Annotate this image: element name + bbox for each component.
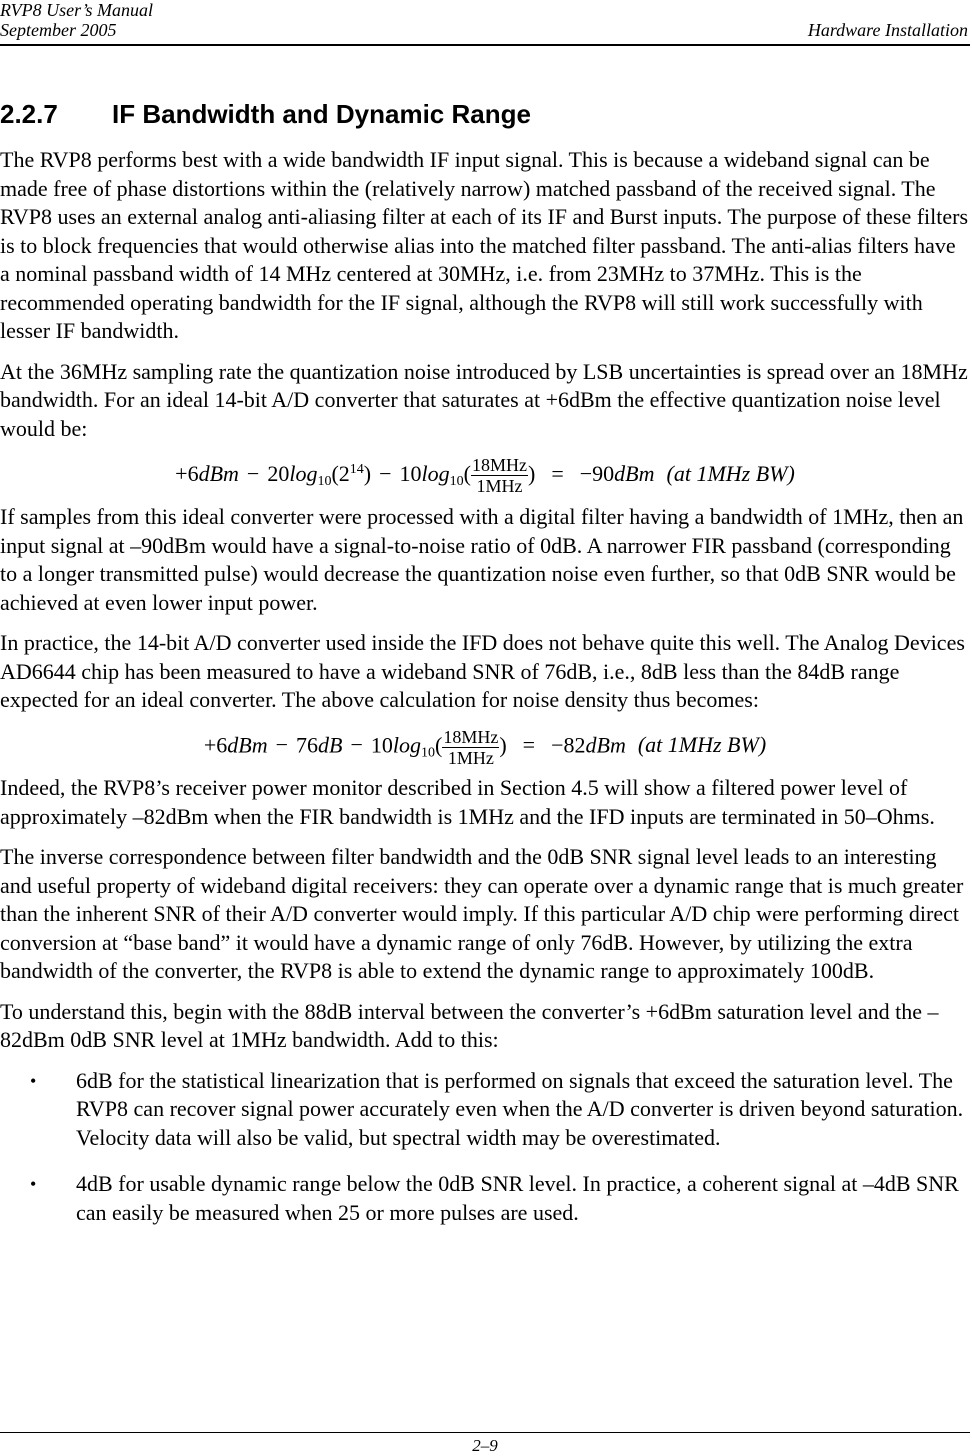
paragraph-5: Indeed, the RVP8’s receiver power monitor described in Section 4.5 will show a filtered power level of approximately –82dBm when the FIR bandwidth is 1MHz and the IFD inputs are terminated in 50–Ohms.	[0, 775, 935, 829]
document-body	[0, 146, 970, 1245]
list-item: • 6dB for the statistical linearization that is performed on signals that exceed the saturation level. The RVP8 can recover signal power accurately even when the A/D converter is driven beyond saturation. Velocity data will also be valid, but spectral width may be overestimated.	[30, 1067, 964, 1150]
header-left	[0, 0, 153, 40]
paragraph-1: The RVP8 performs best with a wide bandwidth IF input signal. This is because a wideband signal can be made free of phase distortions within the (relatively narrow) matched passband of the received signal. The RVP8 uses an external analog anti-aliasing filter at each of its IF and Burst inputs. The purpose of these filters is to block frequencies that would otherwise alias into the matched filter passband. The anti-alias filters have a nominal passband width of 14 MHz centered at 30MHz, i.e. from 23MHz to 37MHz. This is the recommended operating bandwidth for the IF signal, although the RVP8 will still work successfully with lesser IF bandwidth.	[0, 147, 969, 343]
document-date: September 2005	[0, 20, 117, 40]
paragraph-7: To understand this, begin with the 88dB interval between the converter’s +6dBm saturation level and the –82dBm 0dB SNR level at 1MHz bandwidth. Add to this:	[0, 998, 939, 1053]
page-number: 2–9	[472, 1436, 498, 1455]
paragraph-2: At the 36MHz sampling rate the quantization noise introduced by LSB uncertainties is spread over an 18MHz bandwidth. For an ideal 14-bit A/D converter that saturates at +6dBm the effective quantization noise level would be:	[0, 358, 968, 441]
bullet-icon: •	[30, 1070, 37, 1091]
section-heading	[0, 96, 531, 132]
bullet-icon: •	[30, 1174, 37, 1195]
list-item: • 4dB for usable dynamic range below the 0dB SNR level. In practice, a coherent signal at –4dB SNR can easily be measured when 25 or more pulses are used.	[30, 1171, 959, 1225]
fraction: $\frac{\text{18MHz}}{\text{1MHz}}$	[443, 726, 499, 768]
paragraph-6: The inverse correspondence between filter bandwidth and the 0dB SNR signal level leads to an interesting and useful property of wideband digital receivers: they can operate over a dynamic range that is much greater than the inherent SNR of their A/D converter would imply. If this particular A/D chip were performing direct conversion at “base band” it would have a dynamic range of only 76dB. However, by utilizing the extra bandwidth of the converter, the RVP8 is able to extend the dynamic range to approximately 100dB.	[0, 844, 964, 984]
fraction: $\frac{\text{18MHz}}{\text{1MHz}}$	[472, 455, 527, 497]
header-divider	[0, 44, 970, 46]
section-title: Hardware Installation	[807, 20, 968, 40]
paragraph-4: In practice, the 14-bit A/D converter used inside the IFD does not behave quite this well. The Analog Devices AD6644 chip has been measured to have a wideband SNR of 76dB, i.e., 8dB less than the 84dB range expected for an ideal converter. The above calculation for noise density thus becomes:	[0, 630, 965, 712]
manual-title: RVP8 User’s Manual	[0, 0, 153, 20]
paragraph-3: If samples from this ideal converter were processed with a digital filter having a bandwidth of 1MHz, then an input signal at –90dBm would have a signal-to-noise ratio of 0dB. A narrower FIR passband (corresponding to a longer transmitted pulse) would decrease the quantization noise even further, so that 0dB SNR would be achieved at even lower input power.	[0, 504, 964, 615]
section-number: 2.2.7	[0, 99, 58, 129]
bullet-list	[0, 1067, 970, 1228]
equation-noise-density: $+6dBm - 76dB - 10\log_{10}$( $\frac{\text{18MHz}}{\text{1MHz}}$ ) = −82dBm (at 1MHz BW)	[203, 726, 767, 768]
page-header	[0, 0, 970, 46]
equation-quantization-noise: $+6dBm - 20\log_{10}(2^{14}) - 10\log_{10}$( $\frac{\text{18MHz}}{\text{1MHz}}$ ) = −90dBm (at 1MHz BW)	[175, 455, 795, 497]
footer-divider	[0, 1432, 970, 1433]
section-heading-title: IF Bandwidth and Dynamic Range	[112, 99, 531, 129]
